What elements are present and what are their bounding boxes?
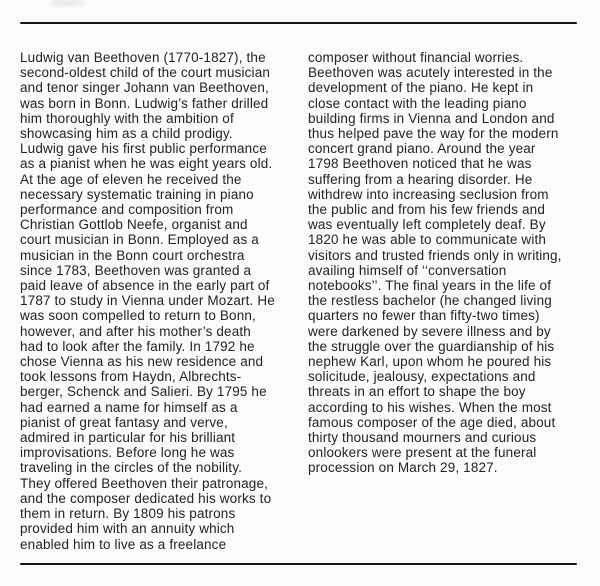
text-line: onlookers were present at the funeral	[308, 445, 537, 461]
text-line: Ludwig van Beethoven (1770-1827), the	[20, 50, 266, 65]
bottom-rule	[20, 563, 577, 565]
text-line: 1798 Beethoven noticed that he was	[308, 156, 532, 172]
text-line: Beethoven was acutely interested in the	[308, 65, 553, 81]
text-line: concert grand piano. Around the year	[308, 141, 536, 157]
text-line: second-oldest child of the court musician	[20, 65, 271, 81]
text-line: famous composer of the age died, about	[308, 414, 556, 430]
text-line: and the composer dedicated his works to	[20, 490, 272, 506]
text-line: paid leave of absence in the early part of	[20, 278, 270, 294]
text-line: since 1783, Beethoven was granted a	[20, 262, 252, 278]
text-line: was eventually left completely deaf. By	[308, 217, 546, 233]
text-line: development of the piano. He kept in	[308, 80, 534, 96]
text-line: admired in particular for his brilliant	[20, 430, 236, 446]
text-line: was born in Bonn. Ludwig’s father drilled	[20, 95, 269, 111]
text-line: quarters no fewer than fifty-two times)	[308, 308, 540, 324]
text-line: improvisations. Before long he was	[20, 445, 235, 461]
text-line: notebooks’’. The final years in the life of	[308, 278, 552, 294]
text-line: Ludwig gave his first public performance	[20, 141, 267, 157]
text-line: as a pianist when he was eight years old.	[20, 156, 273, 172]
text-line: the struggle over the guardianship of his	[308, 338, 555, 354]
text-line: thus helped pave the way for the modern	[308, 126, 559, 142]
text-line: had earned a name for himself as a	[20, 399, 238, 415]
text-line: the public and from his few friends and	[308, 202, 545, 218]
text-line: and tenor singer Johann van Beethoven,	[20, 80, 269, 96]
text-line: close contact with the leading piano	[308, 95, 527, 111]
text-line: musician in the Bonn court orchestra	[20, 247, 245, 263]
text-line: them in return. By 1809 his patrons	[20, 506, 236, 522]
scan-artifact	[50, 0, 84, 6]
text-line: traveling in the circles of the nobility.	[20, 460, 243, 476]
text-line: performance and composition from	[20, 202, 234, 218]
text-line: court musician in Bonn. Employed as a	[20, 232, 259, 248]
text-line: procession on March 29, 1827.	[308, 460, 498, 476]
text-line: 1787 to study in Vienna under Mozart. He	[20, 293, 275, 309]
text-line: according to his wishes. When the most	[308, 399, 552, 415]
text-line: took lessons from Haydn, Albrechts-	[20, 369, 242, 385]
text-line: the restless bachelor (he changed living	[308, 293, 552, 309]
text-line: was soon compelled to return to Bonn,	[20, 308, 256, 324]
text-line: thirty thousand mourners and curious	[308, 430, 537, 446]
text-line: Christian Gottlob Neefe, organist and	[20, 217, 248, 233]
text-line: threats in an effort to shape the boy	[308, 384, 526, 400]
left-text-column	[20, 50, 298, 552]
text-line: composer without financial worries.	[308, 50, 524, 65]
text-line: visitors and trusted friends only in writing,	[308, 247, 562, 263]
right-text-column	[308, 50, 586, 476]
text-line: withdrew into increasing seclusion from	[308, 186, 549, 202]
text-line: They offered Beethoven their patronage,	[20, 475, 269, 491]
text-line: At the age of eleven he received the	[20, 171, 242, 187]
text-line: berger, Schenck and Salieri. By 1795 he	[20, 384, 267, 400]
text-line: him thoroughly with the ambition of	[20, 110, 234, 126]
text-line: chose Vienna as his new residence and	[20, 354, 264, 370]
text-line: had to look after the family. In 1792 he	[20, 338, 255, 354]
text-line: pianist of great fantasy and verve,	[20, 414, 228, 430]
text-line: were darkened by severe illness and by	[308, 323, 551, 339]
text-line: 1820 he was able to communicate with	[308, 232, 547, 248]
text-line: provided him with an annuity which	[20, 521, 235, 537]
text-line: nephew Karl, upon whom he poured his	[308, 354, 552, 370]
text-line: showcasing him as a child prodigy.	[20, 126, 233, 142]
text-line: building firms in Vienna and London and	[308, 110, 555, 126]
text-line: availing himself of ‘‘conversation	[308, 262, 507, 278]
text-line: enabled him to live as a freelance	[20, 536, 227, 552]
top-rule	[20, 22, 577, 24]
text-line: suffering from a hearing disorder. He	[308, 171, 533, 187]
text-line: solicitude, jealousy, expectations and	[308, 369, 536, 385]
text-line: however, and after his mother’s death	[20, 323, 251, 339]
text-line: necessary systematic training in piano	[20, 186, 254, 202]
